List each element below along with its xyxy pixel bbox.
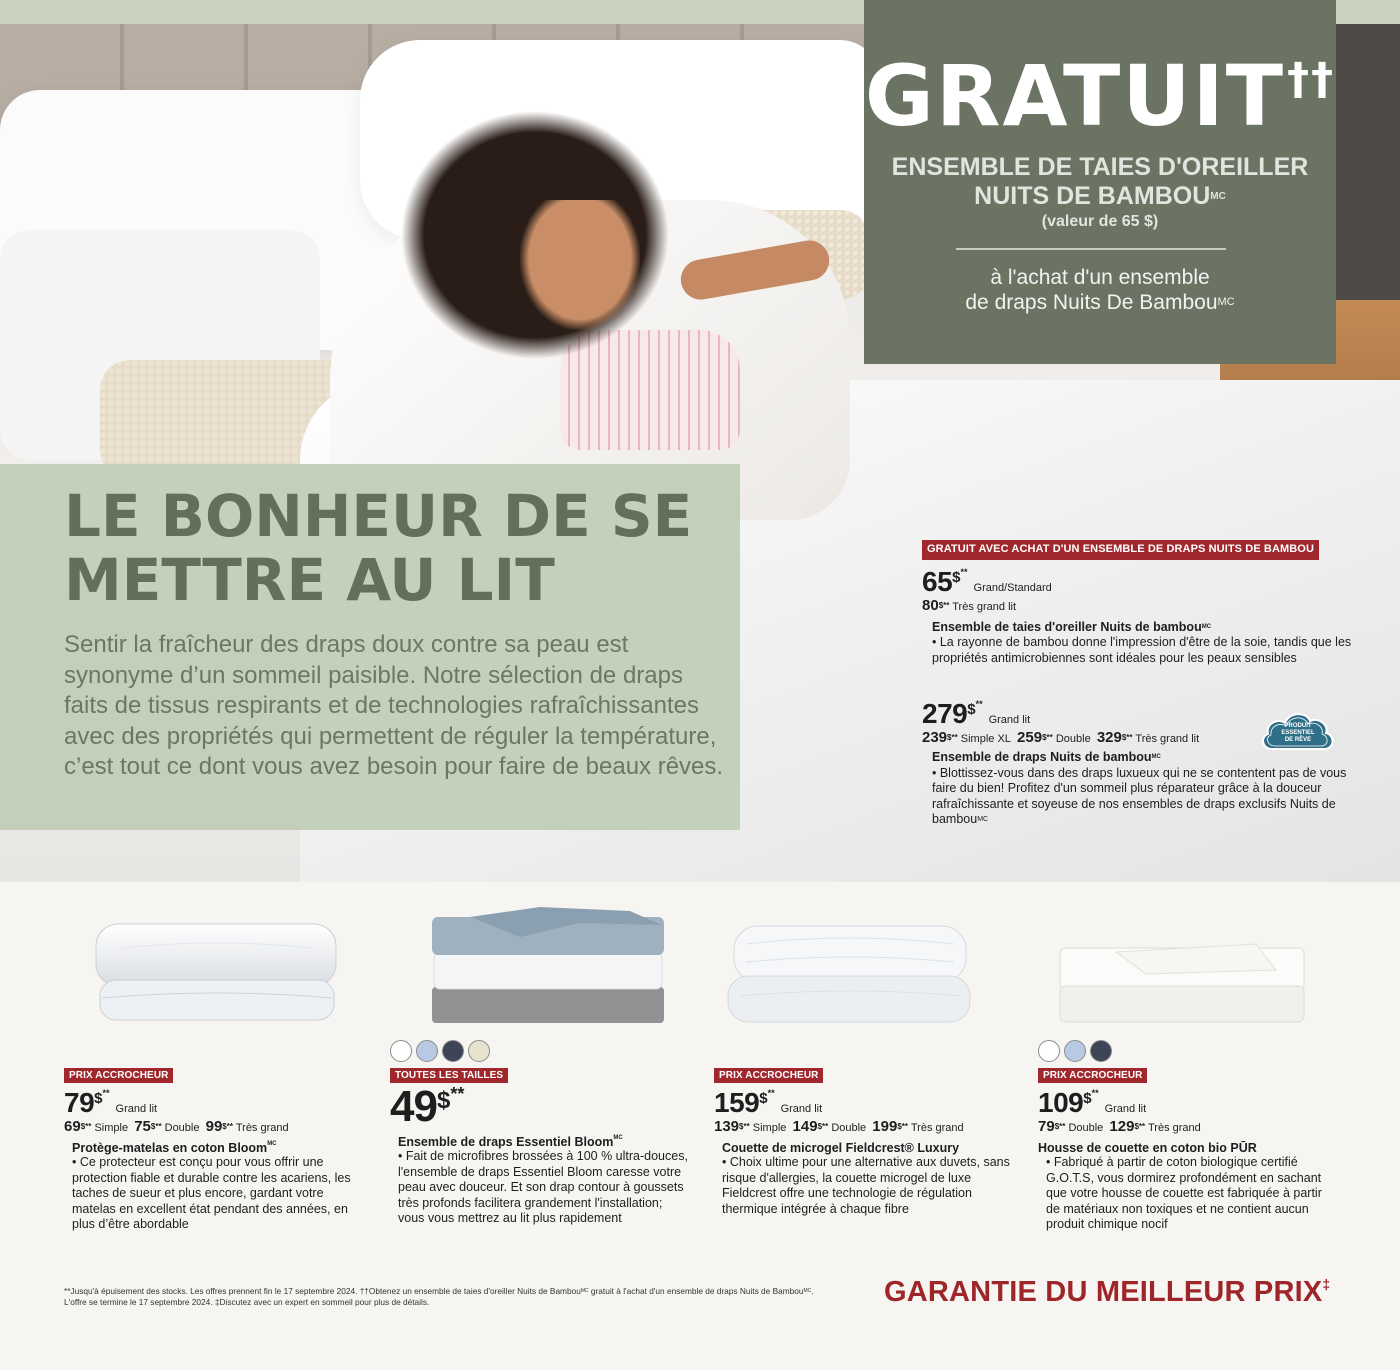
product-card-mattress-protector (64, 1065, 364, 1233)
promo-divider (956, 248, 1226, 250)
product-name[interactable]: Housse de couette en coton bio PŪR (1038, 1141, 1257, 1155)
headline-body: Sentir la fraîcheur des draps doux contre sa peau est synonyme d’un sommeil paisible. Notre sélection de draps faits de tissus respirants et de technologies rafraîchissantes avec des propriétés qui permettent de réguler la température, c’est tout ce dont vous avez besoin pour faire de beaux rêves. (64, 631, 724, 781)
product-card-duvet (714, 1065, 1014, 1217)
product-name[interactable]: Ensemble de draps Nuits de bambou$^{MC}$ (932, 750, 1161, 764)
mattress-protector-image (92, 918, 340, 1028)
duvet-cover-image (1056, 940, 1308, 1026)
best-price-guarantee: GARANTIE DU MEILLEUR PRIX‡ (884, 1276, 1331, 1308)
headline-title: LE BONHEUR DE SE METTRE AU LIT (64, 482, 693, 614)
dream-product-badge-icon (1258, 705, 1338, 755)
alt-prices: 239$** Simple XL 259$** Double 329$** Très grand lit (922, 729, 1200, 746)
color-swatches (1038, 1040, 1112, 1062)
product-name[interactable]: Couette de microgel Fieldcrest® Luxury (722, 1141, 960, 1155)
product-description: • Fabriqué à partir de coton biologique certifié G.O.T.S, vous dormirez profondément en sachant que votre housse de couette est fabriquée à partir de matériaux non toxiques et ne contient aucun produit chimique nocif (1046, 1155, 1322, 1231)
product-description: • La rayonne de bambou donne l'impression d'être de la soie, tandis que les propriétés antimicrobiennes sont idéales pour les peaux sensibles (932, 635, 1352, 665)
price: 49$** (390, 1082, 465, 1131)
product-card-duvet-cover (1038, 1065, 1338, 1233)
promo-line-1: ENSEMBLE DE TAIES D'OREILLER (891, 153, 1309, 181)
promo-line-2: NUITS DE $BAMBOU^{MC}$ (974, 182, 1226, 210)
woman-face (520, 200, 640, 330)
svg-text:ESSENTIEL: ESSENTIEL (1281, 730, 1315, 736)
color-swatches (390, 1040, 490, 1062)
promo-tag: PRIX ACCROCHEUR (714, 1068, 823, 1083)
color-swatch[interactable] (442, 1040, 464, 1062)
alt-prices: 139$** Simple 149$** Double 199$** Très grand (714, 1118, 964, 1135)
promo-box (864, 0, 1336, 364)
svg-text:DE RÊVE: DE RÊVE (1284, 737, 1312, 743)
alt-prices: 69$** Simple 75$** Double 99$** Très grand (64, 1118, 289, 1135)
product-name[interactable]: Ensemble de taies d'oreiller Nuits de bambou$^{MC}$ (932, 619, 1212, 634)
product-description: • Blottissez-vous dans des draps luxueux qui ne se contentent pas de vous faire du bien! Profitez d'un sommeil plus réparateur grâce à la douceur rafraîchissante et soyeuse de nos ensembles de draps exclusifs Nuits de bambou$^{MC}$ (932, 765, 1347, 826)
svg-text:PRODUIT: PRODUIT (1284, 723, 1312, 729)
color-swatch[interactable] (1038, 1040, 1060, 1062)
price: 79$**Grand lit (64, 1087, 158, 1118)
product-description: • Choix ultime pour une alternative aux duvets, sans risque d'allergies, la couette microgel de luxe Fieldcrest offre une technologie de régulation thermique intégrée à chaque fibre (722, 1155, 1010, 1216)
headline-box (0, 464, 740, 830)
sheet-set-image (430, 905, 666, 1025)
product-description: • Ce protecteur est conçu pour vous offrir une protection fiable et durable contre les acariens, les taches de sueur et plus encore, gardant votre matelas en excellent état pendant des années, en plus d’être abordable (72, 1155, 351, 1231)
promo-tag: PRIX ACCROCHEUR (1038, 1068, 1147, 1083)
promo-headline: GRATUIT†† (864, 47, 1336, 145)
price: 279$**Grand lit (922, 698, 1031, 729)
color-swatch[interactable] (1064, 1040, 1086, 1062)
promo-tag: PRIX ACCROCHEUR (64, 1068, 173, 1083)
color-swatch[interactable] (390, 1040, 412, 1062)
alt-prices: 79$** Double 129$** Très grand (1038, 1118, 1201, 1135)
color-swatch[interactable] (468, 1040, 490, 1062)
alt-prices: 80$** Très grand lit (922, 596, 1017, 614)
promo-value: (valeur de 65 $) (1041, 213, 1159, 230)
promo-condition: à l'achat d'un ensemble de draps Nuits De Bambou$^{MC}$ (965, 266, 1235, 314)
duvet-image (726, 920, 972, 1026)
featured-pillowcases (922, 540, 1362, 666)
product-card-sheet-set (390, 1065, 690, 1227)
product-name[interactable]: Protège-matelas en coton Bloom$^{MC}$ (72, 1141, 277, 1155)
promo-tag: TOUTES LES TAILLES (390, 1068, 508, 1083)
color-swatch[interactable] (1090, 1040, 1112, 1062)
price: 109$**Grand lit (1038, 1087, 1147, 1118)
footnote: **Jusqu'à épuisement des stocks. Les offres prennent fin le 17 septembre 2024. ††Obtenez un ensemble de taies d'oreiller Nuits de Bambou$^{MC}$ gratuit à l'achat d'un ensemble de draps Nuits de Bambou$^{MC}$. L'offre se termine le 17 septembre 2024. ‡Discutez avec un expert en sommeil pour plus de détails. (64, 1286, 814, 1307)
promo-tag: GRATUIT AVEC ACHAT D'UN ENSEMBLE DE DRAPS NUITS DE BAMBOU (922, 540, 1319, 560)
product-name[interactable]: Ensemble de draps Essentiel Bloom$^{MC}$ (398, 1135, 623, 1149)
price: 159$**Grand lit (714, 1087, 823, 1118)
color-swatch[interactable] (416, 1040, 438, 1062)
price: 65$**Grand/Standard (922, 565, 1052, 597)
product-description: • Fait de microfibres brossées à 100 % ultra-douces, l'ensemble de draps Essentiel Bloom caresse votre peau avec douceur. Et son drap contour à goussets très profonds facilitera grandement l'installation; vous vous mettrez au lit plus rapidement (398, 1149, 688, 1225)
